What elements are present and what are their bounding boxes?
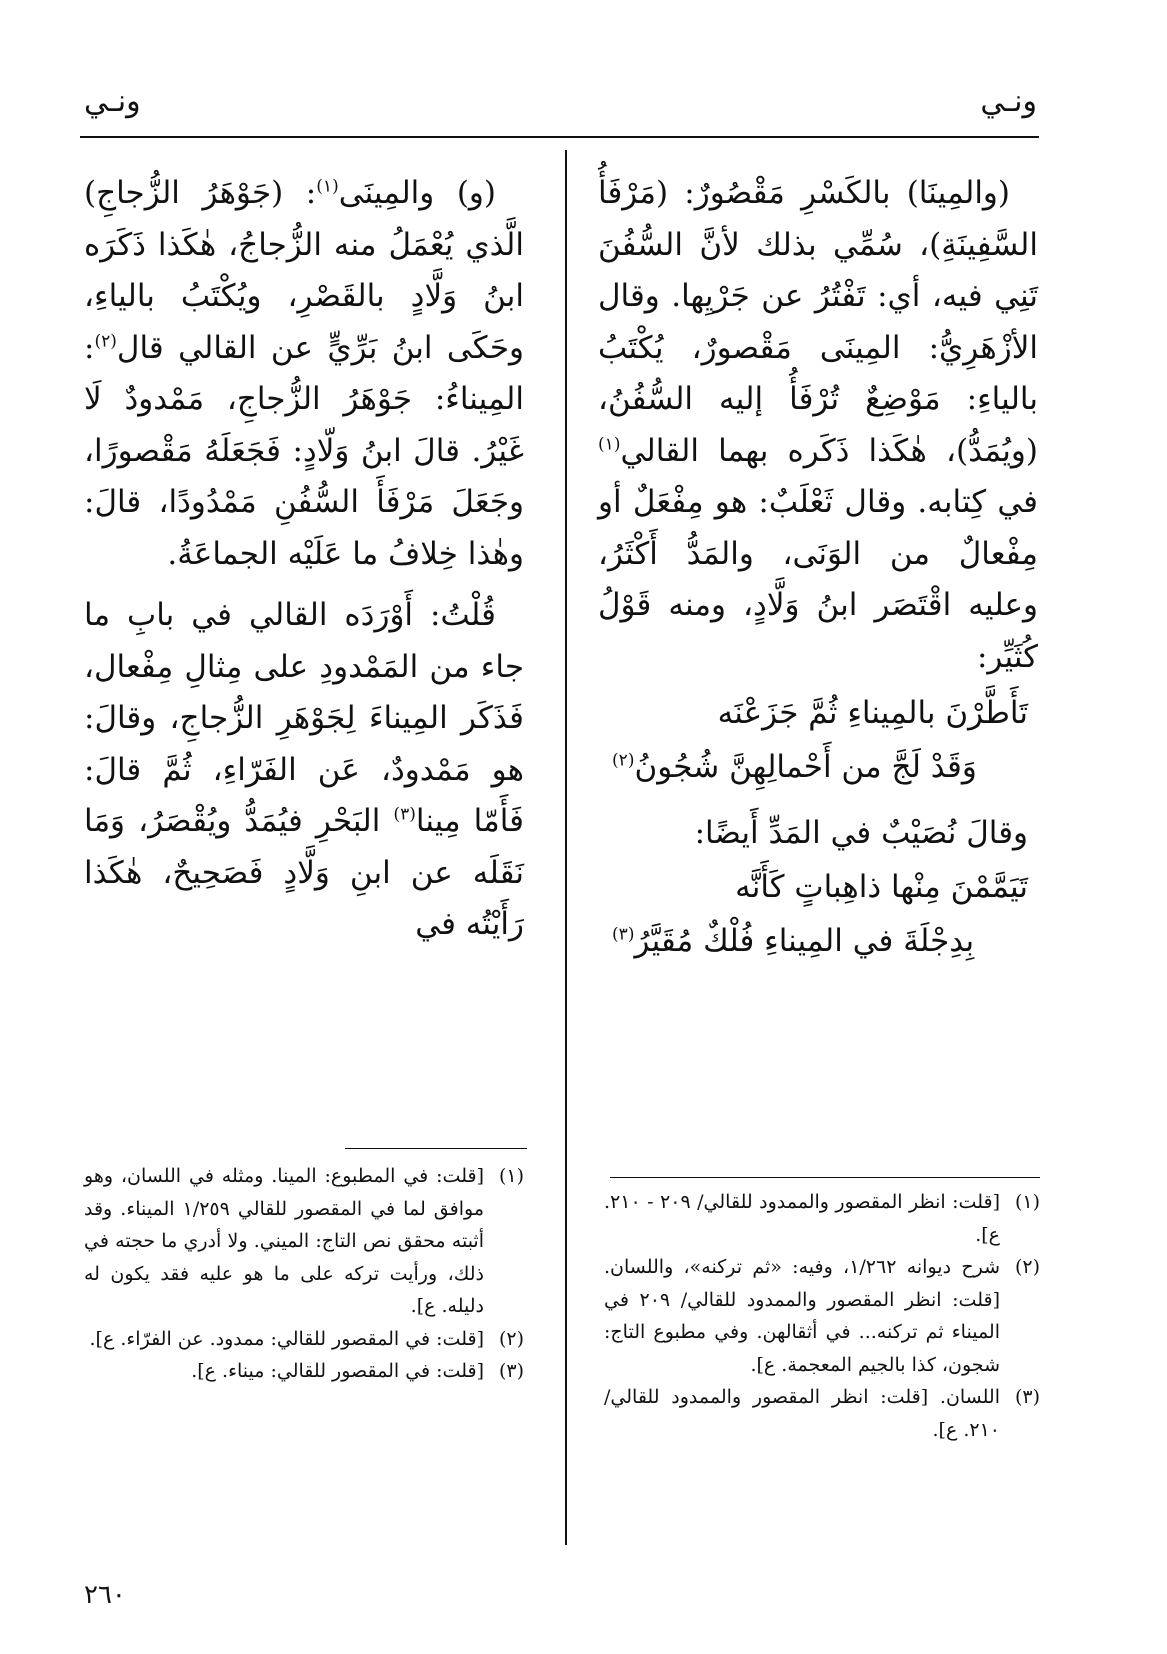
footnote-text: [قلت: انظر المقصور والممدود للقالي/ ٢٠٩ - ٢١٠. ع].	[604, 1191, 1000, 1246]
footnote-number: (٣)	[1014, 1386, 1040, 1408]
paragraph-text: (و) والمِينَى	[338, 175, 496, 211]
footnote-text: اللسان. [قلت: انظر المقصور والممدود للقالي/٢١٠. ع].	[604, 1386, 1000, 1441]
footnotes-left	[84, 1160, 524, 1388]
footnote	[604, 1186, 1040, 1251]
footnote-rule	[610, 1177, 1040, 1178]
footnote-text: شرح ديوانه ١/٢٦٢، وفيه: «ثم تركنه»، واللسان. [قلت: انظر المقصور والممدود للقالي/ ٢٠٩ في الميناء ثم تركنه... في أثقالهن. وفي مطبوع التاج: شجون، كذا بالجيم المعجمة. ع].	[604, 1256, 1000, 1376]
footnote-number: (٢)	[1014, 1256, 1040, 1278]
verse-hemistich-1: تَأَطَّرْنَ بالمِيناءِ ثُمَّ جَزَعْنَه	[717, 695, 1028, 731]
page-number: ٢٦٠	[84, 1580, 126, 1610]
paragraph-text: قُلْتُ: أَوْرَدَه القالي في بابِ ما جاء من المَمْدودِ على مِثالِ مِفْعال، فَذَكَر المِيناءَ لِجَوْهَرِ الزُّجاجِ، وقالَ: هو مَمْدودٌ، عَن الفَرّاءِ، ثُمَّ قالَ: فَأَمّا مِينا	[84, 597, 524, 839]
verse-text: وَقَدْ لَجَّ من أَحْمالِهِنَّ شُجُونُ	[634, 749, 977, 785]
footnote	[84, 1355, 524, 1388]
left-column	[84, 168, 524, 951]
footnote-number: (٣)	[498, 1360, 524, 1382]
entry-paragraph	[598, 168, 1038, 683]
footnote-text: [قلت: في المطبوع: المينا. ومثله في اللسان، وهو موافق لما في المقصور للقالي ١/٢٥٩ الميناء. وقد أثبته محقق نص التاج: الميني. ولا أدري ما حجته في ذلك، ورأيت تركه على ما هو عليه فقد يكون له دليله. ع].	[84, 1165, 484, 1317]
footnote	[604, 1251, 1040, 1381]
footnote-text: [قلت: في المقصور للقالي: ميناء. ع].	[191, 1360, 484, 1382]
entry-paragraph	[84, 590, 524, 951]
footnote-ref: (٢)	[94, 331, 117, 352]
verse-text: بِدِجْلَةَ في المِيناءِ فُلْكٌ مُقَيَّرُ	[634, 923, 975, 959]
footnote-ref: (١)	[316, 176, 339, 197]
footnote-text: [قلت: في المقصور للقالي: ممدود. عن الفرّاء. ع].	[89, 1327, 484, 1350]
entry-paragraph	[84, 168, 524, 580]
verse-hemistich-1: تَيَمَّمْنَ مِنْها ذاهِباتٍ كَأَنَّه	[735, 869, 1028, 905]
footnotes-right	[604, 1186, 1040, 1446]
paragraph-text: : (جَوْهَرُ الزُّجاجِ) الَّذي يُعْمَلُ منه الزُّجاجُ، هٰكَذا ذَكَرَه ابنُ وَلَّادٍ بالقَصْرِ، ويُكْتَبُ بالياءِ، وحَكَى ابنُ بَرِّيٍّ عن القالي قال	[84, 175, 524, 366]
footnote-number: (٢)	[498, 1327, 524, 1350]
header-right-title: ونـي	[980, 84, 1037, 119]
verse-intro: وقالَ نُصَيْبٌ في المَدِّ أَيضًا:	[694, 815, 1028, 851]
verse-hemistich-2	[598, 743, 1038, 791]
column-divider	[565, 150, 567, 1545]
paragraph-text: البَحْرِ فيُمَدُّ ويُقْصَرُ، وَمَا نَقَلَه عن ابنِ وَلَّادٍ فَصَحِيحٌ، هٰكَذا رَأَيْتُه في	[84, 803, 524, 942]
footnote-number: (١)	[1014, 1191, 1040, 1213]
footnote-ref: (٢)	[612, 750, 635, 771]
footnote	[604, 1381, 1040, 1446]
footnote	[84, 1323, 524, 1356]
paragraph-text: : المِيناءُ: جَوْهَرُ الزُّجاجِ، مَمْدودٌ لَا غَيْرُ. قالَ ابنُ وَلّادٍ: فَجَعَلَهُ مَقْصورًا، وجَعَلَ مَرْفَأَ السُّفُنِ مَمْدُودًا، قالَ: وهٰذا خِلافُ ما عَلَيْه الجماعَةُ.	[84, 329, 524, 572]
verse-hemistich-2	[598, 917, 1038, 965]
paragraph-text: (والمِينَا) بالكَسْرِ مَقْصُورٌ: (مَرْفَأُ السَّفِينَةِ)، سُمِّي بذلك لأنَّ السُّفُنَ تَنِي فيه، أي: تَفْتُرُ عن جَرْيِها. وقال الأزْهَرِيُّ: المِينَى مَقْصورٌ، يُكْتَبُ بالياءِ: مَوْضِعٌ تُرْفَأُ إليه السُّفُنُ، (ويُمَدُّ)، هٰكَذا ذَكَره بهما القالي	[598, 175, 1038, 469]
footnote-ref: (٣)	[612, 924, 635, 945]
paragraph-text: في كِتابه. وقال ثَعْلَبٌ: هو مِفْعَلٌ أو مِفْعالٌ من الوَنَى، والمَدُّ أَكْثَرُ، وعليه اقْتَصَر ابنُ وَلَّادٍ، ومنه قَوْلُ كُثَيِّر:	[598, 484, 1038, 675]
footnote-rule	[345, 1148, 527, 1149]
footnote-ref: (١)	[598, 434, 621, 455]
footnote-ref: (٣)	[393, 804, 416, 825]
footnote	[84, 1160, 524, 1323]
right-column	[598, 168, 1038, 965]
running-header	[0, 78, 1167, 128]
footnote-number: (١)	[498, 1165, 524, 1187]
header-rule	[80, 136, 1039, 138]
header-left-title: ونـي	[84, 84, 141, 119]
